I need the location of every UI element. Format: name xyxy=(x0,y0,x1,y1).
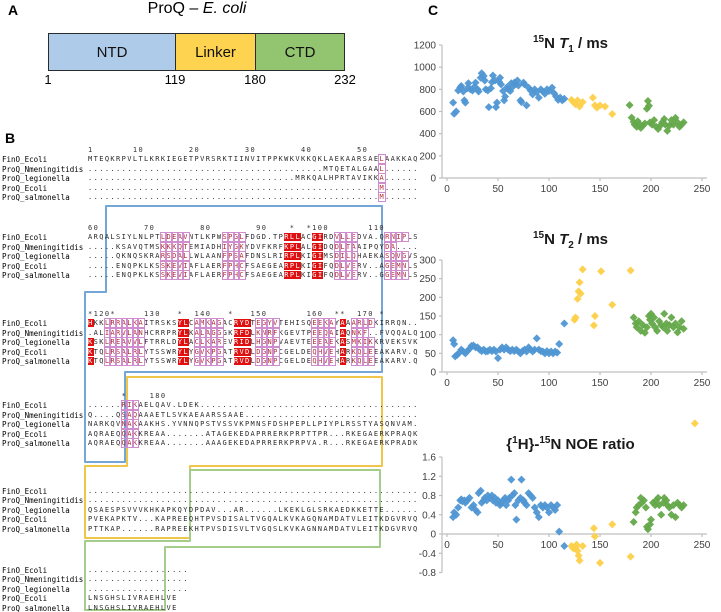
alignment-row: ARQALSIYLNLPTLDEAVNTLKPWSPGLFDGD.TPRLLACGIRDVLLEDVA.QRNIPLS xyxy=(88,233,419,242)
axis-tick-label: -0.4 xyxy=(418,548,436,560)
sequence-name: ProQ_Ecoli xyxy=(2,594,48,604)
alignment-row: ..........................................MTQETALGAAL...... xyxy=(88,164,419,173)
alignment-row: ....................................................M...... xyxy=(88,183,419,192)
sequence-name: FinO_Ecoli xyxy=(2,566,48,575)
alignment-row: .................. xyxy=(88,584,189,593)
sequence-name: ProQ_salmonella xyxy=(2,271,70,280)
alignment-row: ........................................................... xyxy=(88,496,419,505)
boundary-number: 180 xyxy=(244,72,266,87)
sequence-name: ProQ_Ecoli xyxy=(2,261,48,271)
alignment-row: LNSGHSLIVRAEHLVE xyxy=(88,594,178,603)
data-point-ntd xyxy=(517,476,525,484)
data-point-linker xyxy=(590,321,598,329)
axis-tick-label: 300 xyxy=(419,255,436,267)
sequence-name: ProQ_Nmeningitidis xyxy=(2,410,84,420)
axis-tick-label: 0 xyxy=(444,540,450,551)
alignment-row: ........................................................... xyxy=(88,487,419,495)
sequence-name: ProQ_legionella xyxy=(2,505,70,515)
data-point-linker xyxy=(579,542,587,550)
data-point-linker xyxy=(590,524,598,532)
data-point-ctd xyxy=(626,101,634,109)
alignment-row: ....................................................M...... xyxy=(88,193,419,201)
alignment-ruler: 60 70 80 90 * *100 110 xyxy=(88,224,386,232)
boundary-number: 232 xyxy=(334,72,356,87)
sequence-name: ProQ_Ecoli xyxy=(2,429,48,439)
axis-tick-label: 1000 xyxy=(413,62,436,74)
data-point-ctd xyxy=(660,310,668,318)
data-point-ntd xyxy=(512,516,520,524)
data-point-linker xyxy=(608,301,616,309)
axis-tick-label: 0 xyxy=(444,184,450,195)
domain-segment-linker: Linker xyxy=(175,33,256,71)
alignment-row: Q....QSAQAAAETLSVKAEAARSSAAE............................... xyxy=(88,410,419,419)
axis-tick-label: 100 xyxy=(419,330,436,342)
alignment-ruler: *120* 130 * 140 * 150 160 ** 170 * xyxy=(88,310,386,318)
alignment-row: KSKLREAVVLFTRRLDYLACLKAREVRIDLHGNPVAEVTEEEAEKASMKIKKRVEKSVK xyxy=(88,338,419,347)
alignment-row: .....QKNQSKRARSDALLWLAANFPSAFDNSLRIRPLKIGIMSDILQHAEKASQVGVS xyxy=(88,252,419,261)
sequence-name: ProQ_legionella xyxy=(2,420,70,430)
axis-tick-label: 1.2 xyxy=(422,471,436,483)
axis-tick-label: 0 xyxy=(444,378,450,389)
sequence-name: FinO_Ecoli xyxy=(2,155,48,165)
alignment-row: ......RIKAELQAV.LDEK....................................... xyxy=(88,401,419,410)
data-point-ntd xyxy=(560,319,568,327)
panel-a-label: A xyxy=(8,2,19,18)
data-point-linker xyxy=(597,267,605,275)
data-point-linker xyxy=(627,266,635,274)
boundary-number: 119 xyxy=(164,72,186,87)
axis-tick-label: 150 xyxy=(591,184,609,195)
alignment-row: .....................................MRKQALHPRTAVIKKA...... xyxy=(88,174,419,183)
data-point-ctd xyxy=(657,511,665,519)
data-point-ntd xyxy=(485,103,493,111)
data-point-ntd xyxy=(533,334,541,342)
data-point-linker xyxy=(576,278,584,286)
sequence-name: ProQ_salmonella xyxy=(2,439,70,448)
alignment-row: AQRAEQQAKKREAA.......AAAGEKEDAPRRERKPRPVA.R...RKEGAERKPRADK xyxy=(88,439,419,447)
axis-tick-label: 1.6 xyxy=(422,452,436,464)
axis-tick-label: 250 xyxy=(693,378,711,389)
data-point-linker xyxy=(627,553,635,561)
alignment-row: HKKLRRALKAITRSKSYLCAMKAGACRYDTEGYVTEHISQEEKAYAAARLDKIRRQN.. xyxy=(88,319,419,328)
data-point-linker xyxy=(608,520,616,528)
sequence-name: ProQ_salmonella xyxy=(2,193,70,202)
chart-title-t1: $^{15}$N $T_1$ / ms xyxy=(532,34,609,55)
axis-tick-label: 250 xyxy=(693,540,711,551)
alignment-ruler: 1 10 20 30 40 50 xyxy=(88,146,369,154)
chart-title-noe: {$^1$H}-$^{15}$N NOE ratio xyxy=(506,435,635,453)
axis-tick-label: 1200 xyxy=(413,40,436,52)
data-point-linker xyxy=(596,559,604,567)
data-point-ntd xyxy=(555,340,563,348)
domain-segment-ntd: NTD xyxy=(48,33,176,71)
sequence-name: ProQ_Nmeningitidis xyxy=(2,496,84,506)
sequence-name: FinO_Ecoli xyxy=(2,487,48,496)
axis-tick-label: 50 xyxy=(424,348,436,360)
data-point-linker xyxy=(579,265,587,273)
alignment-row: NARKQVNAKAAKHS.YVNNQPSTVSSVKPMNSFDSHPEPLLPIYPLRSSTYASQNVAM. xyxy=(88,420,419,429)
axis-tick-label: 200 xyxy=(419,292,436,304)
axis-tick-label: 150 xyxy=(591,378,609,389)
sequence-name: ProQ_legionella xyxy=(2,252,70,262)
data-point-ntd xyxy=(449,99,457,107)
panel-a-title-species: E. coli xyxy=(202,0,247,17)
alignment-row: QSAESPSVVVKHKAPKQYDPDAV...AR......LKEKLGLSRKAEDKKETTE...... xyxy=(88,505,419,514)
chart-t2 xyxy=(420,225,721,397)
panel-b-label: B xyxy=(5,130,16,146)
boundary-number: 1 xyxy=(44,72,52,87)
chart-noe xyxy=(420,412,721,612)
alignment-row: AQRAEQQAKKREAA.......ATAGEKEDAPRRERKPRPTTPR...RKEGAERKPRAQK xyxy=(88,429,419,438)
data-point-ctd xyxy=(630,518,638,526)
alignment-row: .....KSAVQTMSKKKQTEMIADHIYGKYDVFKRFKPLALGIDQDLTAAIPQYDA.... xyxy=(88,242,419,251)
axis-tick-label: 100 xyxy=(540,184,558,195)
sequence-name: ProQ_Ecoli xyxy=(2,515,48,525)
axis-tick-label: 0.4 xyxy=(422,510,436,522)
alignment-row: .................. xyxy=(88,575,189,584)
axis-tick-label: 150 xyxy=(419,311,436,323)
alignment-row: .....ENQPKLKSSKEVIAFLAERFPHCFSAEGEARPLKIGIFQDLVERV..AGEMNLS xyxy=(88,261,419,270)
axis-tick-label: 50 xyxy=(492,184,504,195)
chart-title-t2: $^{15}$N $T_2$ / ms xyxy=(532,230,609,251)
sequence-name: ProQ_Nmeningitidis xyxy=(2,575,84,585)
sequence-name: ProQ_salmonella xyxy=(2,603,70,612)
alignment-ruler: * 180 xyxy=(88,392,167,400)
sequence-name: ProQ_legionella xyxy=(2,584,70,594)
axis-tick-label: 0 xyxy=(430,173,436,185)
data-point-ntd xyxy=(560,542,568,550)
panel-c-label: C xyxy=(428,2,439,18)
sequence-name: ProQ_Ecoli xyxy=(2,183,48,193)
data-point-ntd xyxy=(494,354,502,362)
sequence-name: ProQ_legionella xyxy=(2,338,70,348)
data-point-linker xyxy=(589,94,597,102)
chart-t1 xyxy=(413,28,721,200)
sequence-name: ProQ_Nmeningitidis xyxy=(2,164,84,174)
data-point-linker xyxy=(608,110,616,118)
axis-tick-label: 200 xyxy=(642,184,660,195)
alignment-row: KTQLRSALRLYTSSWRYLYGVKPGATRVDLDGNPCGELDEQHVEHARKQLEEAKARV.Q xyxy=(88,357,419,365)
data-point-ntd xyxy=(507,476,515,484)
axis-tick-label: 600 xyxy=(419,107,436,118)
alignment-row: .ALIARVLANHCRRPRYLKALAGGGKRFDLKNRFKGEVTPEEQAIAQNKF..FVQQALQ xyxy=(88,328,419,337)
sequence-name: ProQ_salmonella xyxy=(2,524,70,534)
alignment-row: .................. xyxy=(88,566,189,574)
sequence-name: ProQ_salmonella xyxy=(2,357,70,366)
axis-tick-label: 250 xyxy=(419,274,436,286)
data-point-linker xyxy=(591,312,599,320)
alignment-row: LNSGHSLIVRAEHLVE xyxy=(88,603,178,612)
axis-tick-label: -0.8 xyxy=(418,568,436,579)
data-point-ctd xyxy=(667,313,675,321)
sequence-name: ProQ_Ecoli xyxy=(2,347,48,357)
alignment-row: MTEQKRPVLTLKRKIEGETPVRSRKTIINVITPPKWKVKKQKLAEKAARSAELAAKKAQ xyxy=(88,155,419,164)
axis-tick-label: 50 xyxy=(492,378,504,389)
sequence-name: FinO_Ecoli xyxy=(2,233,48,243)
sequence-name: ProQ_Nmeningitidis xyxy=(2,242,84,252)
axis-tick-label: 0 xyxy=(430,367,436,379)
axis-tick-label: 0 xyxy=(430,529,436,541)
axis-tick-label: 50 xyxy=(492,540,504,551)
axis-tick-label: 200 xyxy=(419,151,436,163)
axis-tick-label: 800 xyxy=(419,84,436,96)
axis-tick-label: 200 xyxy=(642,540,660,551)
sequence-name: FinO_Ecoli xyxy=(2,319,48,329)
alignment-row: PTTKAP......RAPREEKHTPVSDISVLTVGQSLKVKAGNNAMDATVLEITKDGVRVQ xyxy=(88,524,419,533)
alignment-row: .....ENQPKLKSSKEVIAFLAERFPHCFSAEGEARPLKIGIFQDLVERV..GGEMNLS xyxy=(88,271,419,279)
axis-tick-label: 200 xyxy=(642,378,660,389)
alignment-row: KTQLRSALRLYTSSWRYLYGVKPGATRVDLDGNPCGELDEQHVEHARKQLEEAKARV.Q xyxy=(88,347,419,356)
axis-tick-label: 250 xyxy=(693,184,711,195)
panel-a-title-plain: ProQ – xyxy=(147,0,203,17)
axis-tick-label: 150 xyxy=(591,540,609,551)
domain-segment-ctd: CTD xyxy=(255,33,345,71)
sequence-name: ProQ_Nmeningitidis xyxy=(2,328,84,338)
axis-tick-label: 100 xyxy=(540,540,558,551)
axis-tick-label: 100 xyxy=(540,378,558,389)
axis-tick-label: 0.8 xyxy=(422,491,436,502)
alignment-row: PVEKAPKTV...KAPREEQHTPVSDISALTVGQALKVKAGQNAMDATVLEITKDGVRVQ xyxy=(88,515,419,524)
sequence-name: FinO_Ecoli xyxy=(2,401,48,411)
data-point-linker xyxy=(691,419,699,427)
sequence-name: ProQ_legionella xyxy=(2,174,70,184)
axis-tick-label: 400 xyxy=(419,129,436,141)
